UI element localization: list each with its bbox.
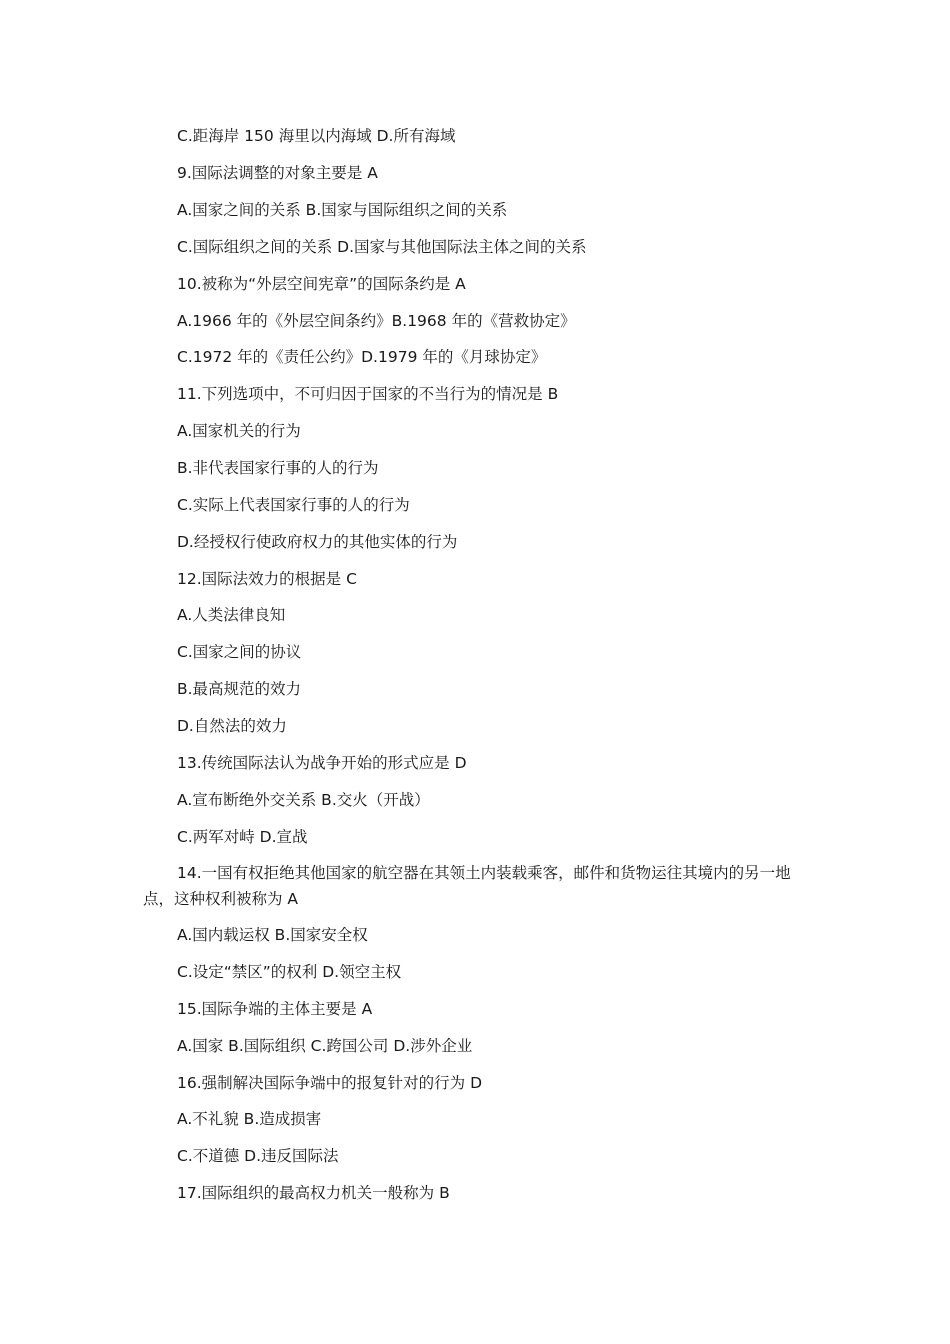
question-15: 15.国际争端的主体主要是 A xyxy=(177,1000,373,1018)
text-line: A.国内载运权 B.国家安全权 xyxy=(177,926,368,944)
text-line: A.国家机关的行为 xyxy=(177,422,301,440)
text-line: C.国际组织之间的关系 D.国家与其他国际法主体之间的关系 xyxy=(177,238,587,256)
text-line: A.宣布断绝外交关系 B.交火（开战） xyxy=(177,791,430,809)
question-14: 14.一国有权拒绝其他国家的航空器在其领土内装载乘客，邮件和货物运往其境内的另一地点，这种权利被称为 A xyxy=(143,864,791,908)
question-11: 11.下列选项中，不可归因于国家的不当行为的情况是 B xyxy=(177,385,559,403)
text-line: C.实际上代表国家行事的人的行为 xyxy=(177,496,410,514)
text-line: C.设定“禁区”的权利 D.领空主权 xyxy=(177,963,402,981)
text-line: A.1966 年的《外层空间条约》B.1968 年的《营救协定》 xyxy=(177,312,576,330)
text-line: A.国家之间的关系 B.国家与国际组织之间的关系 xyxy=(177,201,508,219)
question-17: 17.国际组织的最高权力机关一般称为 B xyxy=(177,1184,450,1202)
text-line: C.两军对峙 D.宣战 xyxy=(177,828,308,846)
text-line: B.非代表国家行事的人的行为 xyxy=(177,459,379,477)
text-line: A.不礼貌 B.造成损害 xyxy=(177,1110,322,1128)
text-line: C.国家之间的协议 xyxy=(177,643,302,661)
text-line: D.自然法的效力 xyxy=(177,717,287,735)
question-13: 13.传统国际法认为战争开始的形式应是 D xyxy=(177,754,467,772)
question-9: 9.国际法调整的对象主要是 A xyxy=(177,164,378,182)
text-line: C.1972 年的《责任公约》D.1979 年的《月球协定》 xyxy=(177,348,547,366)
text-line: C.不道德 D.违反国际法 xyxy=(177,1147,339,1165)
text-line: B.最高规范的效力 xyxy=(177,680,302,698)
text-line: C.距海岸 150 海里以内海域 D.所有海域 xyxy=(177,127,456,145)
question-12: 12.国际法效力的根据是 C xyxy=(177,570,357,588)
question-10: 10.被称为“外层空间宪章”的国际条约是 A xyxy=(177,275,466,293)
text-line: A.人类法律良知 xyxy=(177,606,286,624)
text-line: A.国家 B.国际组织 C.跨国公司 D.涉外企业 xyxy=(177,1037,473,1055)
question-16: 16.强制解决国际争端中的报复针对的行为 D xyxy=(177,1074,483,1092)
text-line: D.经授权行使政府权力的其他实体的行为 xyxy=(177,533,458,551)
